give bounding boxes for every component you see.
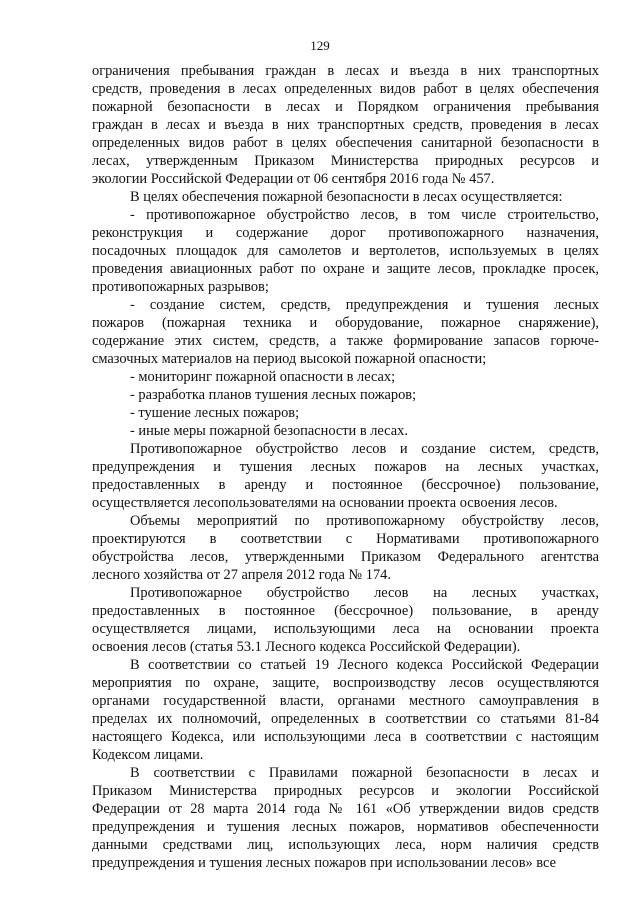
page-number: 129: [310, 38, 330, 53]
text-line: осуществляется лицами, использующими леса на основании проекта: [92, 621, 599, 637]
document-body: [92, 62, 599, 872]
text-line: Кодексом лицами.: [92, 747, 204, 763]
text-line: проведения авиационных работ по охране и защите лесов, прокладке просек,: [92, 261, 599, 277]
text-line: освоения лесов (статья 53.1 Лесного кодекса Российской Федерации).: [92, 639, 521, 655]
text-line: предупреждения и тушения лесных пожаров при использовании лесов» все: [92, 855, 556, 871]
text-line: смазочных материалов на период высокой пожарной опасности;: [92, 351, 487, 367]
text-line: средств, проведения в лесах определенных видов работ в целях обеспечения: [92, 81, 599, 97]
text-line: предоставленных в аренду и постоянное (бессрочное) пользование,: [92, 477, 599, 493]
text-line: Приказом Министерства природных ресурсов и экологии Российской: [92, 783, 599, 799]
text-line: Федерации от 28 марта 2014 года № 161 «Об утверждении видов средств: [92, 801, 599, 817]
text-line: посадочных площадок для самолетов и вертолетов, используемых в целях: [92, 243, 599, 259]
text-line: - иные меры пожарной безопасности в лесах.: [130, 423, 408, 439]
text-line: - создание систем, средств, предупреждения и тушения лесных: [130, 297, 599, 313]
text-line: осуществляется лесопользователями на основании проекта освоения лесов.: [92, 495, 558, 511]
text-line: реконструкция и содержание дорог противопожарного назначения,: [92, 225, 599, 241]
paragraph: [92, 656, 599, 764]
text-line: данными средствами лиц, использующих леса, норм наличия средств: [92, 837, 599, 853]
paragraph: [92, 440, 599, 512]
text-line: содержание этих систем, средств, а также формирование запасов горюче-: [92, 333, 599, 349]
text-line: проектируются в соответствии с Нормативами противопожарного: [92, 531, 599, 547]
text-line: ограничения пребывания граждан в лесах и въезда в них транспортных: [92, 63, 599, 79]
paragraph: [92, 188, 599, 206]
text-line: - мониторинг пожарной опасности в лесах;: [130, 369, 396, 385]
text-line: определенных видов работ в целях обеспечения санитарной безопасности в: [92, 135, 599, 151]
text-line: Противопожарное обустройство лесов и создание систем, средств,: [130, 441, 599, 457]
paragraph: [92, 404, 599, 422]
paragraph: [92, 764, 599, 872]
paragraph: [92, 368, 599, 386]
text-line: мероприятия по охране, защите, воспроизводству лесов осуществляются: [92, 675, 599, 691]
text-line: - разработка планов тушения лесных пожаров;: [130, 387, 417, 403]
text-line: лесах, утвержденным Приказом Министерства природных ресурсов и: [92, 153, 599, 169]
text-line: граждан в лесах и въезда в них транспортных средств, проведения в лесах: [92, 117, 599, 133]
text-line: пожарной безопасности в лесах и Порядком ограничения пребывания: [92, 99, 599, 115]
paragraph: [92, 512, 599, 584]
text-line: настоящего Кодекса, или использующими леса в соответствии с настоящим: [92, 729, 599, 745]
text-line: противопожарных разрывов;: [92, 279, 269, 295]
text-line: В целях обеспечения пожарной безопасности в лесах осуществляется:: [130, 189, 563, 205]
paragraph: [92, 386, 599, 404]
paragraph: [92, 206, 599, 296]
text-line: экологии Российской Федерации от 06 сентября 2016 года № 457.: [92, 171, 495, 187]
text-line: лесного хозяйства от 27 апреля 2012 года № 174.: [92, 567, 391, 583]
text-line: В соответствии с Правилами пожарной безопасности в лесах и: [130, 765, 599, 781]
paragraph: [92, 296, 599, 368]
paragraph: [92, 422, 599, 440]
text-line: предупреждения и тушения лесных пожаров, нормативов обеспеченности: [92, 819, 599, 835]
text-line: Объемы мероприятий по противопожарному обустройству лесов,: [130, 513, 599, 529]
text-line: - тушение лесных пожаров;: [130, 405, 300, 421]
text-line: органами государственной власти, органами местного самоуправления в: [92, 693, 599, 709]
text-line: В соответствии со статьей 19 Лесного кодекса Российской Федерации: [130, 657, 599, 673]
paragraph: [92, 62, 599, 188]
text-line: предупреждения и тушения лесных пожаров на лесных участках,: [92, 459, 599, 475]
text-line: обустройства лесов, утвержденными Приказом Федерального агентства: [92, 549, 599, 565]
text-line: пожаров (пожарная техника и оборудование, пожарное снаряжение),: [92, 315, 599, 331]
text-line: - противопожарное обустройство лесов, в том числе строительство,: [130, 207, 599, 223]
text-line: Противопожарное обустройство лесов на лесных участках,: [130, 585, 599, 601]
paragraph: [92, 584, 599, 656]
text-line: пределах их полномочий, определенных в соответствии со статьями 81-84: [92, 711, 599, 727]
text-line: предоставленных в постоянное (бессрочное) пользование, в аренду: [92, 603, 599, 619]
